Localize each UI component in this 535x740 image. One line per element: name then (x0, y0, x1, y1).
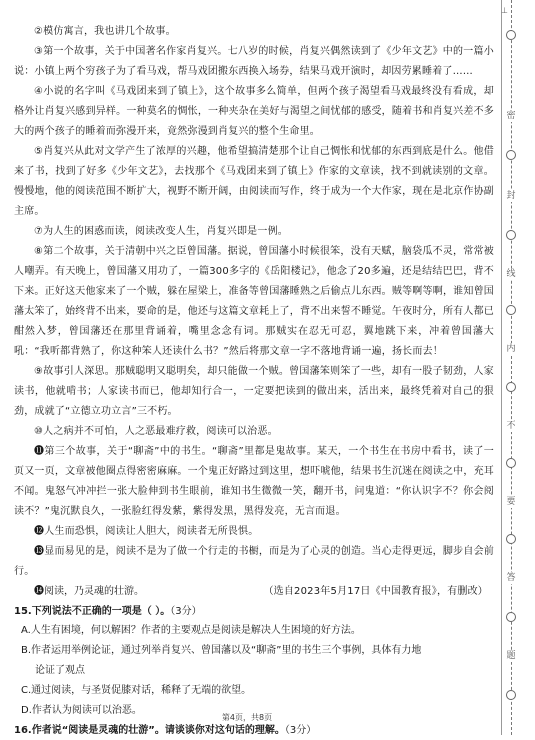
option-b-text: B.作者运用举例论证，通过列举肖复兴、曾国藩以及“聊斋”里的书生三个事例，具体有力地 (21, 645, 422, 656)
binding-label: 不 (504, 420, 518, 432)
binding-label: 答 (504, 572, 518, 584)
page-footer: 第4页，共8页 (221, 713, 273, 722)
binding-circle-icon (506, 612, 516, 622)
paragraph: ④小说的名字叫《马戏团来到了镇上》，这个故事多么简单，但两个孩子渴望看马戏最终没有看成，却格外让肖复兴感到异样。一种莫名的惆怅，一种夹杂在美好与渴望之间忧郁的感受，随着书和肖复兴差不多大的两个孩子的睡着而弥漫开来，竟然弥漫到肖复兴的整个生命里。 (14, 86, 494, 137)
paragraph: ⓬人生而恐惧，阅读让人胆大，阅读者无所畏惧。 (34, 526, 259, 537)
option-b-continuation: 论证了观点 (35, 665, 85, 676)
paragraph: ②模仿寓言，我也讲几个故事。 (34, 26, 176, 37)
question-15-score: （3分） (170, 606, 202, 617)
paragraph: ⑩人之病并不可怕，人之恶最难疗救，阅读可以治恶。 (34, 426, 278, 437)
question-15-title (14, 602, 494, 621)
option-d-text: D.作者认为阅读可以治恶。 (21, 705, 142, 716)
paragraph: ⑧第二个故事，关于清朝中兴之臣曾国藩。据说，曾国藩小时候很笨，没有天赋，脑袋瓜不灵，常常被人嘲弄。有天晚上，曾国藩又用功了，一篇300多字的《岳阳楼记》，他念了20多遍，还是结结巴巴，背不下来。正好这天他家来了一个贼，躲在屋梁上，准备等曾国藩睡熟之后偷点儿东西。贼等啊等啊，谁知曾国藩太笨了，始终背不出来，要命的是，他还与这篇文章耗上了，背不出来誓不睡觉。午夜时分，所有人都已酣然入梦，曾国藩还在那里背诵着，嘴里念念有词。那贼实在忍无可忍，翼地跳下来，冲着曾国藩大吼：“我听都背熟了，你这种笨人还读什么书？”然后将那文章一字不落地背诵一遍，扬长而去！ (14, 246, 494, 357)
option-a-text: A.人生有困境，何以解困？作者的主要观点是阅读是解决人生困境的好方法。 (21, 625, 361, 636)
binding-circle-icon (506, 458, 516, 468)
binding-circle-icon (506, 305, 516, 315)
binding-circle-icon (506, 534, 516, 544)
question-16-text: 16.作者说“阅读是灵魂的壮游”。请谈谈你对这句话的理解。 (14, 725, 285, 736)
question-15-text: 15.下列说法不正确的一项是（ ）。 (14, 606, 171, 617)
binding-label: 线 (504, 268, 518, 280)
binding-circle-icon (506, 382, 516, 392)
binding-circle-icon (506, 690, 516, 700)
binding-label: 题 (504, 650, 518, 662)
paragraph: ⑨故事引人深思。那贼聪明又聪明矣，却只能做一个贼。曾国藩笨则笨了一些，却有一股子韧劲，人家读书，他就啃书；人家读书而已，他却知行合一，一定要把读到的做出来，活出来，最终凭着对自己的狠劲，成就了“立德立功立言”三不朽。 (14, 366, 494, 417)
paragraph: ⓫第三个故事，关于“聊斋”中的书生。“聊斋”里都是鬼故事。某天，一个书生在书房中看书，读了一页又一页，文章被他圈点得密密麻麻。一个鬼正好路过到这里，想吓唬他，结果书生沉迷在阅读之中，充耳不闻。鬼怒气冲冲拦一张大脸伸到书生眼前，谁知书生微微一笑，翻开书，问鬼道：“你认识字不？你会阅读不？”鬼沉默良久，一张脸红得发紫，紫得发黑，黑得发亮，无言而退。 (14, 446, 494, 517)
binding-top-mark: ⊥ (501, 6, 508, 15)
binding-label: 封 (504, 190, 518, 202)
question-16-title (14, 721, 494, 740)
binding-label: 内 (504, 343, 518, 355)
paragraph: ③第一个故事，关于中国著名作家肖复兴。七八岁的时候，肖复兴偶然读到了《少年文艺》中的一篇小说：小镇上两个穷孩子为了看马戏，帮马戏团搬东西换入场券，结果马戏开演时，却因劳累睡着了…… (14, 46, 494, 77)
source-citation: （选自2023年5月17日《中国教育报》，有删改） (263, 586, 488, 597)
option-c[interactable] (14, 681, 494, 701)
passage-content (0, 22, 494, 740)
binding-circle-icon (506, 230, 516, 240)
question-16-score: （3分） (284, 725, 317, 736)
binding-circle-icon (506, 150, 516, 160)
option-a[interactable] (14, 621, 494, 641)
final-line-row (14, 582, 494, 602)
binding-label: 密 (504, 110, 518, 122)
final-paragraph: ⓮阅读，乃灵魂的壮游。 (34, 586, 144, 597)
paragraph: ⓭显而易见的是，阅读不是为了做一个行走的书橱，而是为了心灵的创造。当心走得更远，脚步自会前行。 (14, 546, 494, 577)
binding-margin (499, 0, 535, 735)
option-b[interactable] (14, 641, 494, 681)
binding-label: 要 (504, 496, 518, 508)
binding-circle-icon (506, 30, 516, 40)
binding-solid-line (501, 0, 502, 735)
option-c-text: C.通过阅读，与圣贤促膝对话，稀释了无端的欲望。 (21, 685, 252, 696)
paragraph: ⑤肖复兴从此对文学产生了浓厚的兴趣，他希望搞清楚那个让自己惆怅和忧郁的东西到底是什么。他借来了书，找到了好多《少年文艺》，去找那个《马戏团来到了镇上》作家的文章读，找不到就读别的文章。慢慢地，他的阅读范围不断扩大，视野不断开阔，由阅读而写作，终于成为一个大作家，现在是北京作协副主席。 (14, 146, 494, 217)
paragraph: ⑦为人生的困惑而读，阅读改变人生，肖复兴即是一例。 (34, 226, 288, 237)
